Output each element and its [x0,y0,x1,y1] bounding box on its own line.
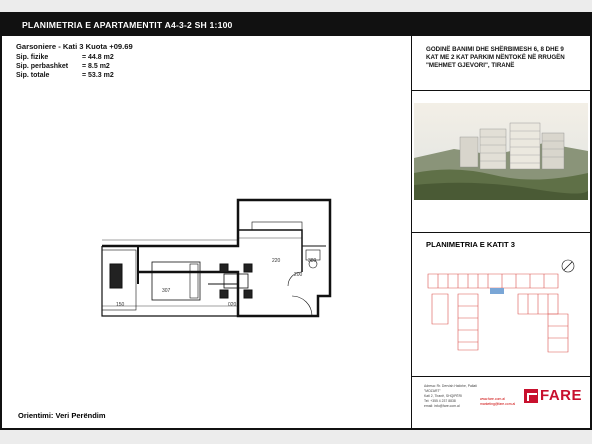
unit-heading: Garsoniere - Kati 3 Kuota +09.69 [16,42,133,51]
logo-text: FARE [540,387,583,404]
dimension-label: 380 [308,258,317,264]
floor-plan-title: PLANIMETRIA E KATIT 3 [426,240,516,249]
dimension-label: 150 [116,302,125,308]
building-render-image [414,103,588,200]
section-divider [412,232,590,233]
company-footer [412,376,590,428]
company-logo [524,387,582,404]
dimension-label: 200 [294,272,303,278]
fare-logo-icon [524,389,538,403]
company-address: Adresa: Rr. Dervish Hatixhe, Pallati "MOZART" Kati 2, Tiranë, SHQIPËRI Tel: +355 4 237 8838 email: info@fare.com.al [424,384,477,408]
sheet-title: PLANIMETRIA E APARTAMENTIT A4-3-2 SH 1:100 [2,14,590,36]
project-title: GODINË BANIMI DHE SHËRBIMESH 6, 8 DHE 9 KAT ME 2 KAT PARKIM NËNTOKË NË RRUGËN "MEHMET GJEVORI", TIRANË [412,36,590,91]
dimension-label: 220 [272,258,281,264]
area-row: Sip. perbashket = 8.5 m2 [16,63,110,70]
area-row: Sip. totale = 53.3 m2 [16,72,114,79]
orientation-label: Orientimi: Veri Perëndim [18,411,106,420]
drawing-sheet [0,12,592,430]
dimension-label: 307 [162,288,171,294]
area-row: Sip. fizike = 44.8 m2 [16,54,114,61]
company-web: www.fare.com.al marketing@fare.com.al [480,397,516,406]
floor-key-plan [418,254,584,372]
dimension-label: 020 [228,302,237,308]
info-panel [412,36,590,428]
apartment-panel [2,36,412,428]
apartment-floor-plan [2,36,412,428]
